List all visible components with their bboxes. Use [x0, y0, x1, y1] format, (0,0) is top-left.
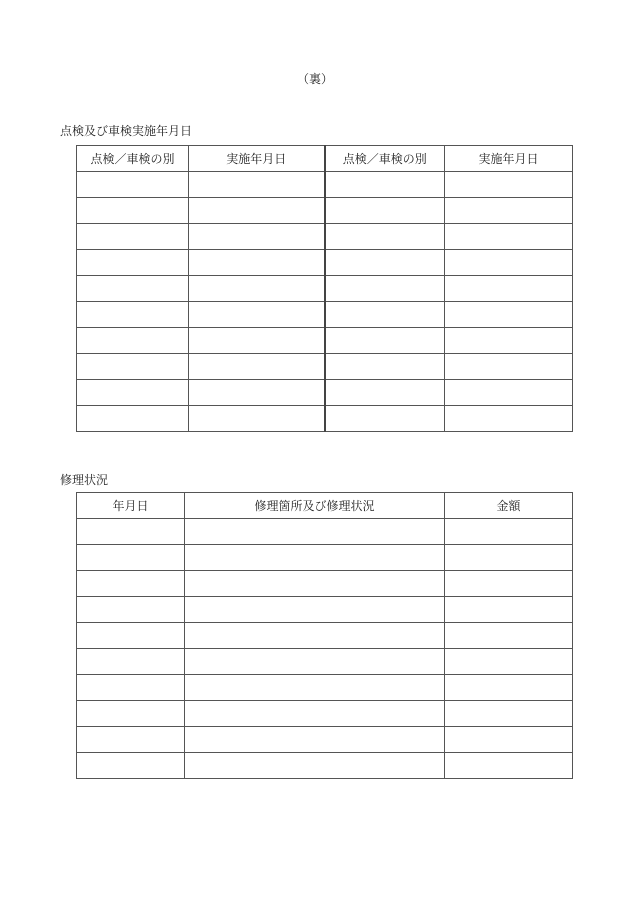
table-cell[interactable]: [189, 276, 325, 302]
table-cell[interactable]: [77, 328, 189, 354]
table-cell[interactable]: [445, 597, 573, 623]
table-cell[interactable]: [189, 406, 325, 432]
table-cell[interactable]: [445, 302, 573, 328]
table-cell[interactable]: [77, 276, 189, 302]
table-cell[interactable]: [185, 701, 445, 727]
inspection-header-date: 実施年月日: [189, 146, 325, 172]
table-cell[interactable]: [325, 354, 445, 380]
table-cell[interactable]: [325, 224, 445, 250]
inspection-table-body: [77, 172, 573, 432]
table-cell[interactable]: [189, 328, 325, 354]
table-cell[interactable]: [325, 172, 445, 198]
table-row: [77, 354, 573, 380]
table-cell[interactable]: [445, 519, 573, 545]
table-cell[interactable]: [185, 519, 445, 545]
inspection-header-type: 点検／車検の別: [77, 146, 189, 172]
table-cell[interactable]: [325, 198, 445, 224]
table-cell[interactable]: [185, 545, 445, 571]
table-cell[interactable]: [445, 545, 573, 571]
table-cell[interactable]: [77, 519, 185, 545]
table-cell[interactable]: [445, 571, 573, 597]
table-row: [77, 727, 573, 753]
table-cell[interactable]: [445, 328, 573, 354]
inspection-header-date: 実施年月日: [445, 146, 573, 172]
table-cell[interactable]: [185, 727, 445, 753]
table-cell[interactable]: [445, 354, 573, 380]
table-cell[interactable]: [77, 172, 189, 198]
inspection-section-title: 点検及び車検実施年月日: [60, 124, 193, 138]
table-row: [77, 597, 573, 623]
table-cell[interactable]: [77, 727, 185, 753]
table-row: [77, 198, 573, 224]
table-cell[interactable]: [325, 250, 445, 276]
table-row: [77, 519, 573, 545]
table-cell[interactable]: [445, 250, 573, 276]
table-cell[interactable]: [77, 571, 185, 597]
table-cell[interactable]: [185, 753, 445, 779]
table-cell[interactable]: [189, 198, 325, 224]
table-row: [77, 406, 573, 432]
table-cell[interactable]: [77, 675, 185, 701]
inspection-header-row: [77, 146, 573, 172]
table-row: [77, 545, 573, 571]
table-cell[interactable]: [77, 623, 185, 649]
page-heading: （裏）: [296, 72, 333, 86]
table-cell[interactable]: [189, 172, 325, 198]
repair-table: [76, 492, 573, 779]
repair-header-row: [77, 493, 573, 519]
table-cell[interactable]: [445, 623, 573, 649]
table-cell[interactable]: [445, 380, 573, 406]
table-row: [77, 380, 573, 406]
table-cell[interactable]: [325, 328, 445, 354]
table-cell[interactable]: [185, 571, 445, 597]
table-cell[interactable]: [77, 701, 185, 727]
table-cell[interactable]: [77, 649, 185, 675]
repair-header-amount: 金額: [445, 493, 573, 519]
table-cell[interactable]: [185, 675, 445, 701]
table-cell[interactable]: [185, 649, 445, 675]
table-cell[interactable]: [185, 623, 445, 649]
table-cell[interactable]: [77, 302, 189, 328]
table-cell[interactable]: [189, 380, 325, 406]
table-cell[interactable]: [445, 701, 573, 727]
table-row: [77, 276, 573, 302]
table-cell[interactable]: [445, 649, 573, 675]
table-cell[interactable]: [325, 302, 445, 328]
table-row: [77, 675, 573, 701]
table-cell[interactable]: [445, 727, 573, 753]
table-cell[interactable]: [77, 224, 189, 250]
inspection-table: [76, 145, 573, 432]
table-row: [77, 701, 573, 727]
table-row: [77, 571, 573, 597]
table-cell[interactable]: [189, 224, 325, 250]
repair-header-date: 年月日: [77, 493, 185, 519]
table-row: [77, 649, 573, 675]
table-cell[interactable]: [77, 406, 189, 432]
table-cell[interactable]: [77, 354, 189, 380]
table-row: [77, 224, 573, 250]
table-cell[interactable]: [445, 276, 573, 302]
table-row: [77, 753, 573, 779]
table-cell[interactable]: [77, 597, 185, 623]
repair-header-description: 修理箇所及び修理状況: [185, 493, 445, 519]
table-row: [77, 172, 573, 198]
table-cell[interactable]: [445, 172, 573, 198]
table-cell[interactable]: [445, 675, 573, 701]
table-cell[interactable]: [189, 354, 325, 380]
repair-table-body: [77, 519, 573, 779]
repair-section-title: 修理状況: [60, 473, 109, 487]
table-cell[interactable]: [189, 250, 325, 276]
table-cell[interactable]: [77, 753, 185, 779]
inspection-header-type: 点検／車検の別: [325, 146, 445, 172]
table-cell[interactable]: [77, 380, 189, 406]
table-cell[interactable]: [445, 198, 573, 224]
table-row: [77, 328, 573, 354]
table-cell[interactable]: [325, 276, 445, 302]
table-cell[interactable]: [185, 597, 445, 623]
table-cell[interactable]: [77, 250, 189, 276]
table-cell[interactable]: [325, 406, 445, 432]
table-cell[interactable]: [445, 406, 573, 432]
table-row: [77, 250, 573, 276]
table-cell[interactable]: [445, 753, 573, 779]
table-cell[interactable]: [77, 198, 189, 224]
table-cell[interactable]: [325, 380, 445, 406]
table-cell[interactable]: [189, 302, 325, 328]
table-cell[interactable]: [77, 545, 185, 571]
table-cell[interactable]: [445, 224, 573, 250]
table-row: [77, 623, 573, 649]
table-row: [77, 302, 573, 328]
